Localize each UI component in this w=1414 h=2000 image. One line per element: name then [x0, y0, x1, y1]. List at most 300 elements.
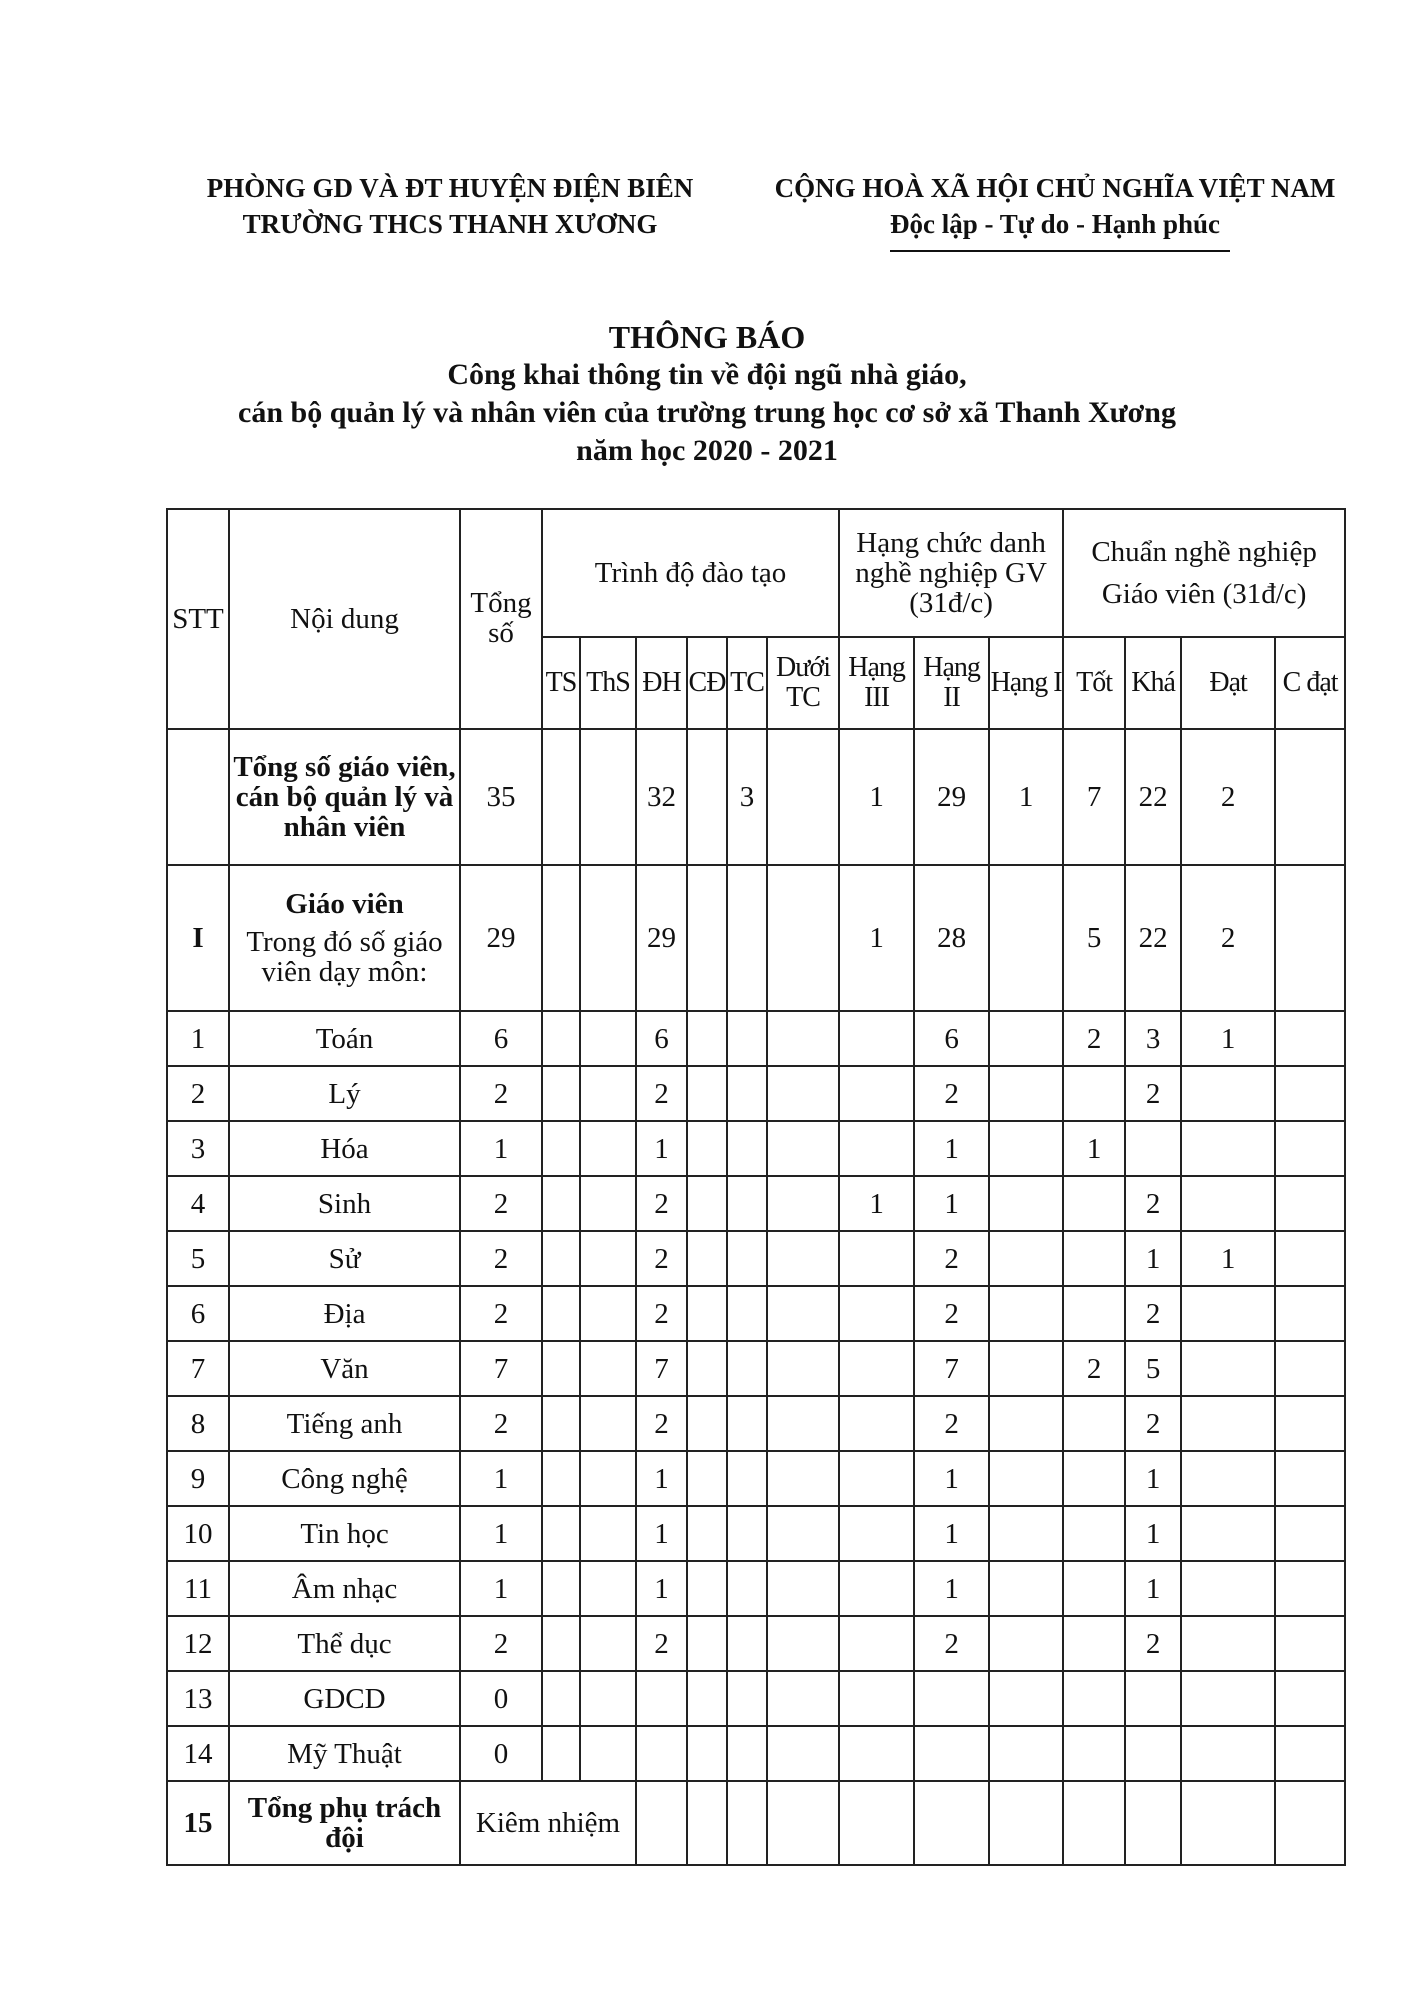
value-cell	[687, 1671, 727, 1726]
value-cell	[687, 1011, 727, 1066]
value-cell: 7	[636, 1341, 687, 1396]
value-cell	[767, 1121, 839, 1176]
value-cell	[1275, 729, 1345, 865]
value-cell	[687, 1561, 727, 1616]
value-cell: 6	[636, 1011, 687, 1066]
value-cell	[727, 1231, 767, 1286]
table-row	[167, 1231, 1345, 1286]
value-cell	[687, 865, 727, 1011]
value-cell: 2	[460, 1231, 542, 1286]
value-cell	[989, 1231, 1063, 1286]
group-title: Giáo viên	[285, 888, 404, 920]
value-cell	[767, 1341, 839, 1396]
value-cell	[542, 1011, 580, 1066]
value-cell	[727, 1066, 767, 1121]
value-cell: 7	[460, 1341, 542, 1396]
value-cell	[1181, 1671, 1275, 1726]
value-cell: 2	[636, 1176, 687, 1231]
value-cell	[767, 1561, 839, 1616]
subheader-cell: TC	[727, 637, 767, 729]
value-cell: 2	[636, 1066, 687, 1121]
value-cell	[1125, 1121, 1181, 1176]
value-cell	[542, 1341, 580, 1396]
content-cell: GDCD	[229, 1671, 460, 1726]
value-cell: 1	[1181, 1011, 1275, 1066]
table-row	[167, 1506, 1345, 1561]
empty-cell	[914, 1781, 989, 1865]
stt-cell: 1	[167, 1011, 229, 1066]
subheader-cell: TS	[542, 637, 580, 729]
group-subtitle: Trong đó số giáo viên dạy môn:	[246, 926, 443, 988]
value-cell: 29	[914, 729, 989, 865]
value-cell	[767, 1011, 839, 1066]
value-cell: 2	[636, 1396, 687, 1451]
value-cell	[1275, 1616, 1345, 1671]
value-cell	[914, 1726, 989, 1781]
value-cell	[1063, 1726, 1125, 1781]
value-cell	[687, 729, 727, 865]
value-cell	[1063, 1506, 1125, 1561]
value-cell	[1275, 1396, 1345, 1451]
value-cell	[580, 1066, 636, 1121]
value-cell	[1063, 1231, 1125, 1286]
subheader-cell: Khá	[1125, 637, 1181, 729]
value-cell	[839, 1396, 914, 1451]
value-cell	[767, 1451, 839, 1506]
value-cell	[727, 1011, 767, 1066]
header-row-1	[167, 509, 1345, 637]
value-cell	[687, 1451, 727, 1506]
value-cell	[580, 1726, 636, 1781]
value-cell	[839, 1066, 914, 1121]
stt-cell: 2	[167, 1066, 229, 1121]
subheader-cell: Tốt	[1063, 637, 1125, 729]
subheader-cell: Hạng I	[989, 637, 1063, 729]
value-cell	[580, 729, 636, 865]
value-cell: 2	[1063, 1011, 1125, 1066]
value-cell	[767, 1506, 839, 1561]
value-cell	[989, 1066, 1063, 1121]
value-cell: 5	[1125, 1341, 1181, 1396]
stt-cell: 3	[167, 1121, 229, 1176]
table-row	[167, 1616, 1345, 1671]
value-cell	[542, 729, 580, 865]
value-cell	[1275, 1451, 1345, 1506]
stt-cell: 11	[167, 1561, 229, 1616]
value-cell	[839, 1506, 914, 1561]
stt-cell	[167, 729, 229, 865]
value-cell	[1181, 1121, 1275, 1176]
value-cell	[1063, 1671, 1125, 1726]
value-cell	[1275, 1506, 1345, 1561]
value-cell	[687, 1396, 727, 1451]
stt-cell: 15	[167, 1781, 229, 1865]
value-cell	[1125, 1671, 1181, 1726]
value-cell	[767, 1396, 839, 1451]
value-cell	[839, 1121, 914, 1176]
empty-cell	[839, 1781, 914, 1865]
value-cell: 2	[636, 1616, 687, 1671]
value-cell: 1	[460, 1121, 542, 1176]
stt-cell: 7	[167, 1341, 229, 1396]
value-cell	[542, 1176, 580, 1231]
value-cell	[914, 1671, 989, 1726]
value-cell: 2	[1125, 1396, 1181, 1451]
value-cell	[580, 1011, 636, 1066]
value-cell	[1063, 1616, 1125, 1671]
value-cell	[767, 1286, 839, 1341]
value-cell: 1	[1125, 1451, 1181, 1506]
value-cell	[839, 1726, 914, 1781]
header-right	[745, 170, 1365, 242]
value-cell	[636, 1726, 687, 1781]
value-cell	[1275, 1726, 1345, 1781]
value-cell: 2	[460, 1286, 542, 1341]
subheader-cell: ThS	[580, 637, 636, 729]
title-line-4: năm học 2020 - 2021	[576, 434, 838, 467]
value-cell: 2	[460, 1176, 542, 1231]
value-cell	[767, 1726, 839, 1781]
value-cell	[839, 1341, 914, 1396]
value-cell	[542, 1396, 580, 1451]
value-cell	[727, 1121, 767, 1176]
value-cell	[727, 1396, 767, 1451]
value-cell	[839, 1616, 914, 1671]
subheader-cell: C đạt	[1275, 637, 1345, 729]
value-cell	[1275, 865, 1345, 1011]
value-cell	[542, 1616, 580, 1671]
value-cell	[989, 1121, 1063, 1176]
value-cell: 28	[914, 865, 989, 1011]
value-cell: 1	[839, 865, 914, 1011]
value-cell	[580, 1561, 636, 1616]
content-cell: Thể dục	[229, 1616, 460, 1671]
table-row	[167, 1286, 1345, 1341]
content-cell: Tin học	[229, 1506, 460, 1561]
value-cell: 1	[460, 1561, 542, 1616]
value-cell	[687, 1506, 727, 1561]
value-cell	[1063, 1561, 1125, 1616]
value-cell: 2	[914, 1231, 989, 1286]
value-cell: 1	[914, 1451, 989, 1506]
empty-cell	[1181, 1781, 1275, 1865]
content-cell: Lý	[229, 1066, 460, 1121]
merged-value-cell: Kiêm nhiệm	[460, 1781, 636, 1865]
value-cell: 1	[989, 729, 1063, 865]
value-cell	[839, 1671, 914, 1726]
value-cell	[687, 1341, 727, 1396]
value-cell	[580, 1286, 636, 1341]
value-cell: 1	[1125, 1561, 1181, 1616]
value-cell: 2	[1181, 729, 1275, 865]
value-cell	[636, 1671, 687, 1726]
content-cell: Địa	[229, 1286, 460, 1341]
value-cell: 2	[1125, 1286, 1181, 1341]
title-line-2: Công khai thông tin về đội ngũ nhà giáo,	[447, 358, 967, 391]
value-cell	[1181, 1286, 1275, 1341]
value-cell: 2	[1063, 1341, 1125, 1396]
value-cell	[1275, 1176, 1345, 1231]
value-cell	[580, 1671, 636, 1726]
value-cell: 29	[636, 865, 687, 1011]
subheader-cell: Dưới TC	[767, 637, 839, 729]
value-cell	[1063, 1396, 1125, 1451]
value-cell	[839, 1231, 914, 1286]
national-motto: Độc lập - Tự do - Hạnh phúc	[889, 209, 1221, 239]
value-cell	[989, 1011, 1063, 1066]
header-content: Nội dung	[229, 509, 460, 729]
subheader-cell: ĐH	[636, 637, 687, 729]
stt-cell: 8	[167, 1396, 229, 1451]
value-cell	[1063, 1176, 1125, 1231]
stt-cell: 13	[167, 1671, 229, 1726]
value-cell	[687, 1176, 727, 1231]
value-cell	[989, 1341, 1063, 1396]
group-row	[167, 865, 1345, 1011]
subheader-cell: Đạt	[1181, 637, 1275, 729]
value-cell: 2	[1181, 865, 1275, 1011]
table-row	[167, 1121, 1345, 1176]
content-cell: Văn	[229, 1341, 460, 1396]
value-cell: 2	[1125, 1176, 1181, 1231]
value-cell: 32	[636, 729, 687, 865]
value-cell	[1063, 1286, 1125, 1341]
value-cell: 1	[636, 1121, 687, 1176]
staff-table	[166, 508, 1346, 1866]
value-cell: 2	[1125, 1616, 1181, 1671]
value-cell	[727, 1561, 767, 1616]
value-cell: 2	[636, 1231, 687, 1286]
value-cell: 2	[914, 1066, 989, 1121]
value-cell	[687, 1231, 727, 1286]
value-cell	[1275, 1066, 1345, 1121]
value-cell	[989, 1286, 1063, 1341]
empty-cell	[687, 1781, 727, 1865]
value-cell: 2	[636, 1286, 687, 1341]
content-cell: Mỹ Thuật	[229, 1726, 460, 1781]
value-cell	[1063, 1066, 1125, 1121]
value-cell: 1	[636, 1506, 687, 1561]
value-cell	[727, 1176, 767, 1231]
stt-cell: 10	[167, 1506, 229, 1561]
value-cell	[687, 1616, 727, 1671]
value-cell	[989, 1506, 1063, 1561]
value-cell: 1	[914, 1121, 989, 1176]
value-cell: 1	[1125, 1231, 1181, 1286]
subheader-cell: CĐ	[687, 637, 727, 729]
value-cell: 2	[914, 1286, 989, 1341]
value-cell	[727, 1726, 767, 1781]
value-cell	[989, 865, 1063, 1011]
value-cell	[580, 1616, 636, 1671]
value-cell	[989, 1561, 1063, 1616]
value-cell: 0	[460, 1726, 542, 1781]
content-cell: Tổng phụ trách đội	[229, 1781, 460, 1865]
table-row	[167, 1341, 1345, 1396]
content-cell: Công nghệ	[229, 1451, 460, 1506]
content-cell: Sử	[229, 1231, 460, 1286]
value-cell	[542, 1121, 580, 1176]
value-cell: 1	[914, 1506, 989, 1561]
value-cell	[727, 1451, 767, 1506]
table-row	[167, 1066, 1345, 1121]
value-cell: 1	[1125, 1506, 1181, 1561]
value-cell	[542, 1286, 580, 1341]
stt-cell: 5	[167, 1231, 229, 1286]
value-cell: 29	[460, 865, 542, 1011]
value-cell	[839, 1011, 914, 1066]
value-cell	[542, 1726, 580, 1781]
value-cell	[1181, 1451, 1275, 1506]
value-cell	[580, 1506, 636, 1561]
value-cell	[542, 1561, 580, 1616]
table-row	[167, 1561, 1345, 1616]
header-rank: Hạng chức danh nghề nghiệp GV (31đ/c)	[839, 509, 1063, 637]
value-cell	[1181, 1616, 1275, 1671]
value-cell	[767, 729, 839, 865]
stt-cell: 9	[167, 1451, 229, 1506]
stt-cell: 12	[167, 1616, 229, 1671]
value-cell: 1	[1181, 1231, 1275, 1286]
table-row	[167, 1451, 1345, 1506]
value-cell	[542, 1671, 580, 1726]
header-standard: Chuẩn nghề nghiệp Giáo viên (31đ/c)	[1063, 509, 1345, 637]
value-cell: 1	[839, 1176, 914, 1231]
header-total: Tổng số	[460, 509, 542, 729]
value-cell	[1275, 1231, 1345, 1286]
value-cell	[989, 1726, 1063, 1781]
stt-cell: 6	[167, 1286, 229, 1341]
value-cell: 3	[727, 729, 767, 865]
value-cell	[727, 1671, 767, 1726]
value-cell	[1275, 1121, 1345, 1176]
value-cell	[767, 1176, 839, 1231]
value-cell: 1	[636, 1561, 687, 1616]
value-cell: 22	[1125, 865, 1181, 1011]
value-cell	[580, 1176, 636, 1231]
value-cell: 2	[914, 1396, 989, 1451]
empty-cell	[1275, 1781, 1345, 1865]
value-cell	[580, 1121, 636, 1176]
value-cell: 1	[914, 1561, 989, 1616]
value-cell: 7	[1063, 729, 1125, 865]
value-cell	[687, 1286, 727, 1341]
value-cell: 1	[460, 1451, 542, 1506]
value-cell	[767, 1066, 839, 1121]
last-row	[167, 1781, 1345, 1865]
document-title	[0, 318, 1414, 470]
empty-cell	[989, 1781, 1063, 1865]
value-cell	[1275, 1561, 1345, 1616]
title-line-3: cán bộ quản lý và nhân viên của trường trung học cơ sở xã Thanh Xương	[238, 396, 1176, 429]
value-cell	[580, 1451, 636, 1506]
value-cell: 1	[839, 729, 914, 865]
value-cell	[989, 1616, 1063, 1671]
national-title: CỘNG HOÀ XÃ HỘI CHỦ NGHĨA VIỆT NAM	[774, 173, 1336, 203]
value-cell: 2	[460, 1616, 542, 1671]
value-cell	[687, 1066, 727, 1121]
value-cell	[1181, 1561, 1275, 1616]
value-cell	[727, 1341, 767, 1396]
value-cell: 1	[1063, 1121, 1125, 1176]
value-cell: 0	[460, 1671, 542, 1726]
content-cell: Hóa	[229, 1121, 460, 1176]
value-cell	[1275, 1671, 1345, 1726]
value-cell	[580, 1341, 636, 1396]
value-cell: 2	[1125, 1066, 1181, 1121]
value-cell	[767, 865, 839, 1011]
value-cell	[1181, 1176, 1275, 1231]
value-cell	[1181, 1066, 1275, 1121]
value-cell	[839, 1451, 914, 1506]
value-cell	[1181, 1341, 1275, 1396]
header-training: Trình độ đào tạo	[542, 509, 839, 637]
value-cell	[989, 1176, 1063, 1231]
value-cell	[989, 1396, 1063, 1451]
header-left	[170, 170, 730, 242]
value-cell: 5	[1063, 865, 1125, 1011]
value-cell	[989, 1671, 1063, 1726]
content-cell: Tiếng anh	[229, 1396, 460, 1451]
value-cell: 22	[1125, 729, 1181, 865]
stt-cell: 14	[167, 1726, 229, 1781]
value-cell	[542, 865, 580, 1011]
value-cell	[542, 1451, 580, 1506]
value-cell	[580, 1396, 636, 1451]
value-cell: 6	[914, 1011, 989, 1066]
value-cell: 2	[460, 1396, 542, 1451]
value-cell	[1275, 1011, 1345, 1066]
value-cell	[839, 1286, 914, 1341]
motto-underline	[890, 250, 1230, 252]
value-cell	[989, 1451, 1063, 1506]
value-cell: 1	[460, 1506, 542, 1561]
value-cell	[1125, 1726, 1181, 1781]
value-cell	[542, 1231, 580, 1286]
value-cell	[1275, 1286, 1345, 1341]
value-cell	[687, 1121, 727, 1176]
table-row	[167, 1176, 1345, 1231]
value-cell	[1063, 1451, 1125, 1506]
table-row	[167, 1011, 1345, 1066]
title-line-1: THÔNG BÁO	[608, 319, 806, 355]
value-cell: 6	[460, 1011, 542, 1066]
empty-cell	[1125, 1781, 1181, 1865]
empty-cell	[636, 1781, 687, 1865]
value-cell	[727, 865, 767, 1011]
value-cell	[767, 1671, 839, 1726]
empty-cell	[767, 1781, 839, 1865]
table-row	[167, 1396, 1345, 1451]
school-name: TRƯỜNG THCS THANH XƯƠNG	[242, 209, 658, 239]
value-cell: 2	[914, 1616, 989, 1671]
table-row	[167, 1671, 1345, 1726]
value-cell	[767, 1231, 839, 1286]
empty-cell	[1063, 1781, 1125, 1865]
stt-cell: I	[167, 865, 229, 1011]
value-cell	[727, 1616, 767, 1671]
value-cell: 7	[914, 1341, 989, 1396]
summary-row	[167, 729, 1345, 865]
table-row	[167, 1726, 1345, 1781]
empty-cell	[727, 1781, 767, 1865]
value-cell	[839, 1561, 914, 1616]
subheader-cell: Hạng III	[839, 637, 914, 729]
content-cell: Toán	[229, 1011, 460, 1066]
value-cell	[542, 1506, 580, 1561]
content-cell: Âm nhạc	[229, 1561, 460, 1616]
value-cell	[580, 1231, 636, 1286]
